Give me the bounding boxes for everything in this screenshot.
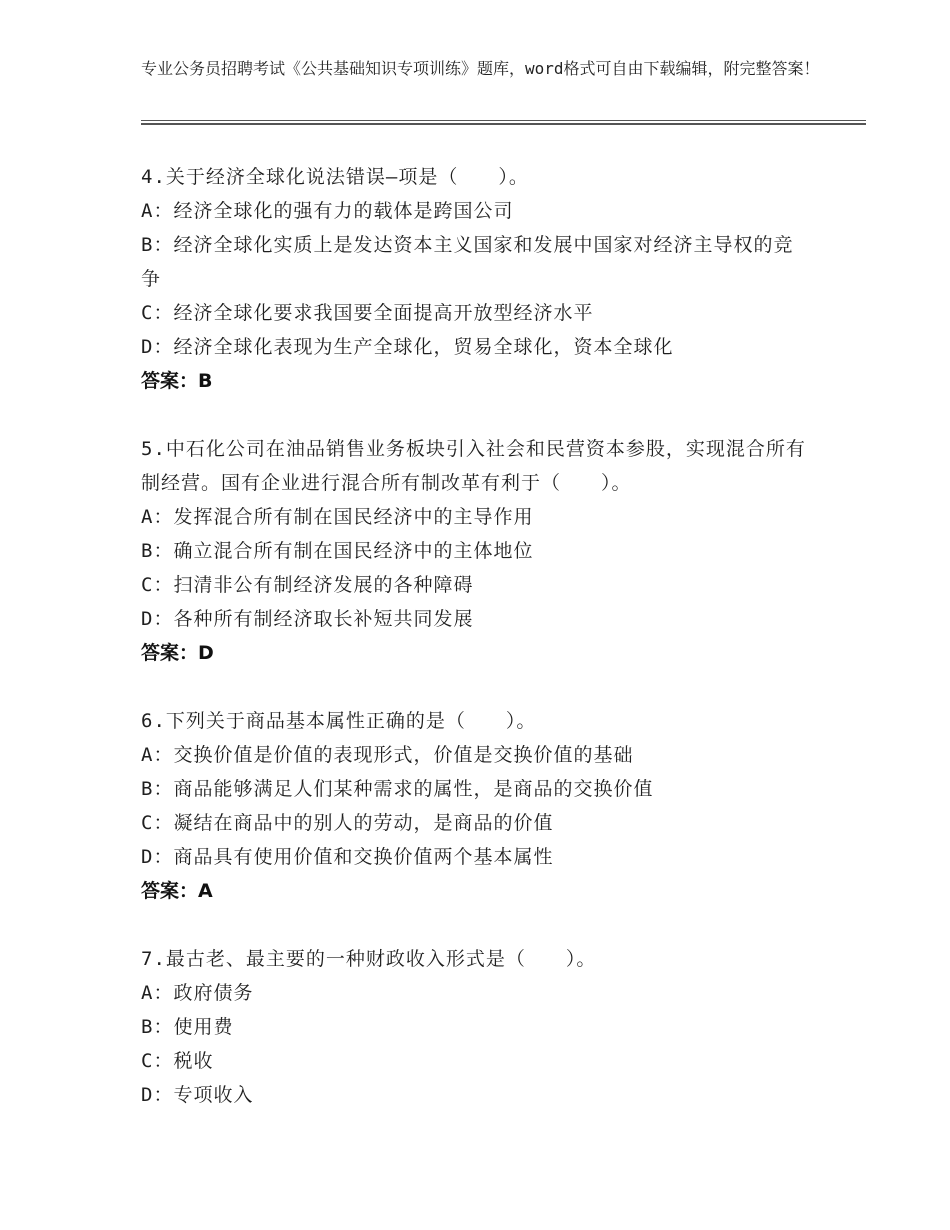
option-c: C：经济全球化要求我国要全面提高开放型经济水平: [141, 302, 594, 324]
option-c: C：凝结在商品中的别人的劳动，是商品的价值: [141, 812, 554, 834]
question-stem: 4.关于经济全球化说法错误—项是（ ）。: [141, 166, 529, 188]
option-b: B：确立混合所有制在国民经济中的主体地位: [141, 540, 534, 562]
question-5: [141, 432, 821, 670]
option-b: B：经济全球化实质上是发达资本主义国家和发展中国家对经济主导权的竞争: [141, 234, 794, 290]
question-6: [141, 704, 821, 908]
question-stem: 5.中石化公司在油品销售业务板块引入社会和民营资本参股，实现混合所有制经营。国有企业进行混合所有制改革有利于（ ）。: [141, 438, 806, 494]
option-a: A：经济全球化的强有力的载体是跨国公司: [141, 200, 514, 222]
option-c: C：税收: [141, 1050, 214, 1072]
header-divider: [141, 120, 866, 125]
option-b: B：使用费: [141, 1016, 234, 1038]
question-stem: 6.下列关于商品基本属性正确的是（ ）。: [141, 710, 537, 732]
option-a: A：交换价值是价值的表现形式，价值是交换价值的基础: [141, 744, 634, 766]
option-d: D：经济全球化表现为生产全球化，贸易全球化，资本全球化: [141, 336, 674, 358]
question-list: [141, 160, 821, 1146]
question-stem: 7.最古老、最主要的一种财政收入形式是（ ）。: [141, 948, 597, 970]
page-header-text: 专业公务员招聘考试《公共基础知识专项训练》题库，word格式可自由下载编辑，附完整答案！: [141, 59, 820, 78]
answer-label: 答案：B: [141, 370, 213, 392]
option-d: D：商品具有使用价值和交换价值两个基本属性: [141, 846, 554, 868]
option-d: D：各种所有制经济取长补短共同发展: [141, 608, 474, 630]
answer-label: 答案：A: [141, 880, 213, 902]
option-d: D：专项收入: [141, 1084, 254, 1106]
option-c: C：扫清非公有制经济发展的各种障碍: [141, 574, 474, 596]
option-a: A：发挥混合所有制在国民经济中的主导作用: [141, 506, 534, 528]
question-7: [141, 942, 821, 1112]
question-4: [141, 160, 821, 398]
option-b: B：商品能够满足人们某种需求的属性，是商品的交换价值: [141, 778, 654, 800]
answer-label: 答案：D: [141, 642, 214, 664]
option-a: A：政府债务: [141, 982, 254, 1004]
